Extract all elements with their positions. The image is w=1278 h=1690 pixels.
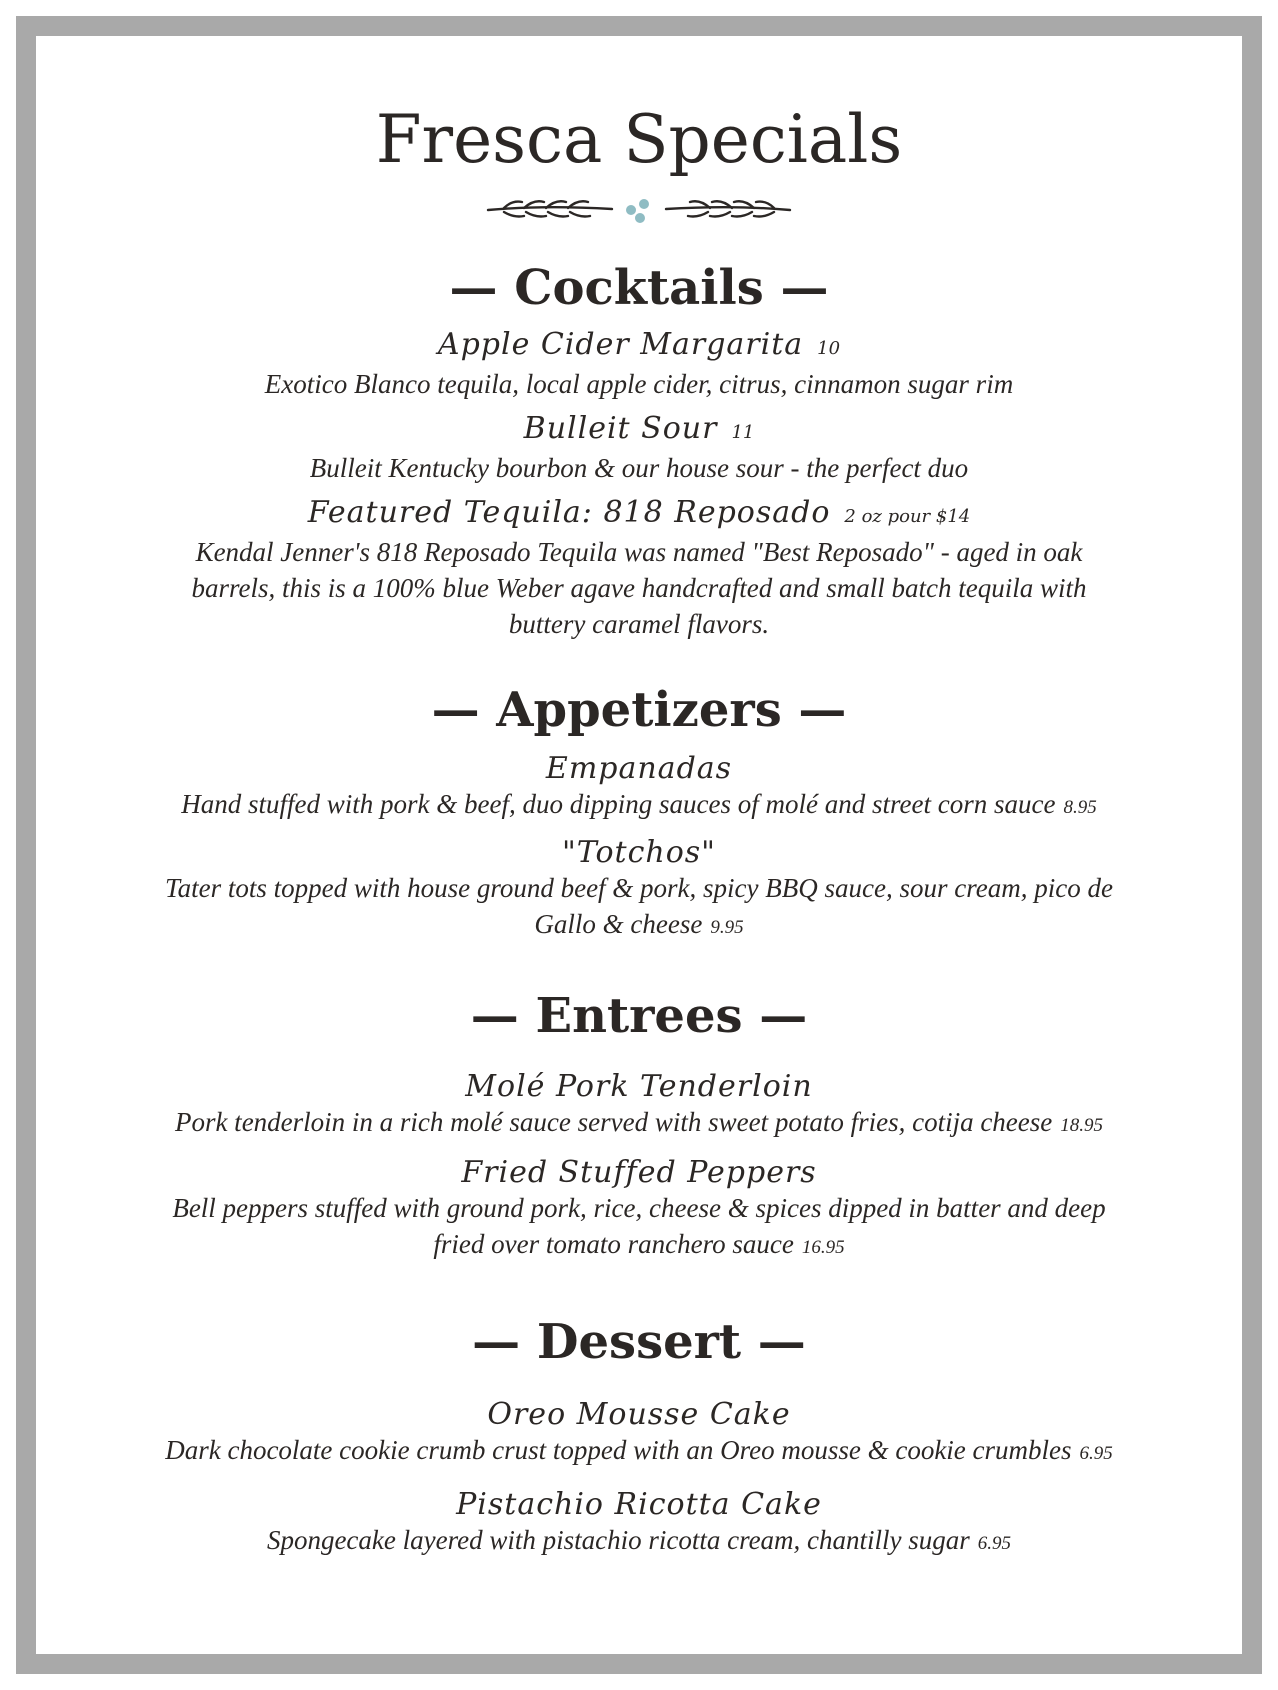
menu-item bbox=[36, 496, 1242, 642]
item-name: Apple Cider Margarita bbox=[437, 327, 804, 362]
item-price: 16.95 bbox=[801, 1237, 845, 1258]
item-price: 6.95 bbox=[1079, 1443, 1113, 1464]
item-description-line: barrels, this is a 100% blue Weber agave handcrafted and small batch tequila with bbox=[191, 573, 1087, 603]
item-description-line: Tater tots topped with house ground beef & pork, spicy BBQ sauce, sour cream, pico de bbox=[165, 873, 1113, 903]
menu-item bbox=[36, 412, 1242, 486]
item-price: 8.95 bbox=[1063, 797, 1097, 818]
item-description-line: fried over tomato ranchero sauce bbox=[433, 1229, 794, 1259]
item-name: Oreo Mousse Cake bbox=[487, 1397, 791, 1432]
menu-page bbox=[36, 36, 1242, 1654]
item-price: 9.95 bbox=[710, 917, 744, 938]
section-entrees bbox=[36, 986, 1242, 1266]
item-description: Hand stuffed with pork & beef, duo dipping sauces of molé and street corn sauce bbox=[181, 789, 1056, 819]
item-description: Exotico Blanco tequila, local apple cider, citrus, cinnamon sugar rim bbox=[264, 369, 1014, 399]
item-price: 6.95 bbox=[977, 1533, 1012, 1554]
section-cocktails bbox=[36, 258, 1242, 642]
section-title-entrees: — Entrees — bbox=[470, 988, 808, 1044]
item-price: 2 oz pour $14 bbox=[844, 506, 971, 527]
item-description-line: Bell peppers stuffed with ground pork, rice, cheese & spices dipped in batter and deep bbox=[172, 1193, 1106, 1223]
item-name: Empanadas bbox=[545, 751, 733, 786]
item-description-line: buttery caramel flavors. bbox=[508, 609, 770, 639]
item-description-line: Gallo & cheese bbox=[534, 909, 703, 939]
item-description: Spongecake layered with pistachio ricotta cream, chantilly sugar bbox=[266, 1525, 970, 1555]
menu-title: Fresca Specials bbox=[375, 101, 903, 178]
section-dessert bbox=[36, 1312, 1242, 1562]
item-description-line: Kendal Jenner's 818 Reposado Tequila was named "Best Reposado" - aged in oak bbox=[195, 537, 1083, 567]
item-description: Bulleit Kentucky bourbon & our house sour - the perfect duo bbox=[309, 453, 969, 483]
laurel-divider-icon bbox=[484, 190, 794, 230]
item-name: "Totchos" bbox=[562, 835, 716, 870]
item-price: 10 bbox=[817, 338, 841, 359]
item-name: Featured Tequila: 818 Reposado bbox=[307, 495, 831, 530]
item-name: Molé Pork Tenderloin bbox=[465, 1069, 813, 1104]
menu-item bbox=[36, 1488, 1242, 1562]
menu-item bbox=[36, 1070, 1242, 1144]
item-name: Pistachio Ricotta Cake bbox=[456, 1487, 822, 1522]
menu-item bbox=[36, 752, 1242, 826]
menu-item bbox=[36, 1156, 1242, 1266]
section-title-cocktails: — Cocktails — bbox=[449, 260, 829, 316]
section-title-dessert: — Dessert — bbox=[472, 1314, 806, 1370]
item-description: Dark chocolate cookie crumb crust topped with an Oreo mousse & cookie crumbles bbox=[165, 1435, 1072, 1465]
item-name: Fried Stuffed Peppers bbox=[461, 1155, 817, 1190]
menu-item bbox=[36, 1398, 1242, 1472]
item-price: 18.95 bbox=[1060, 1115, 1104, 1136]
menu-border-frame bbox=[16, 16, 1262, 1674]
section-title-appetizers: — Appetizers — bbox=[431, 682, 847, 738]
item-description: Pork tenderloin in a rich molé sauce served with sweet potato fries, cotija cheese bbox=[174, 1107, 1053, 1137]
menu-item bbox=[36, 836, 1242, 946]
section-appetizers bbox=[36, 680, 1242, 946]
item-name: Bulleit Sour bbox=[523, 411, 718, 446]
item-price: 11 bbox=[731, 422, 755, 443]
menu-item bbox=[36, 328, 1242, 402]
